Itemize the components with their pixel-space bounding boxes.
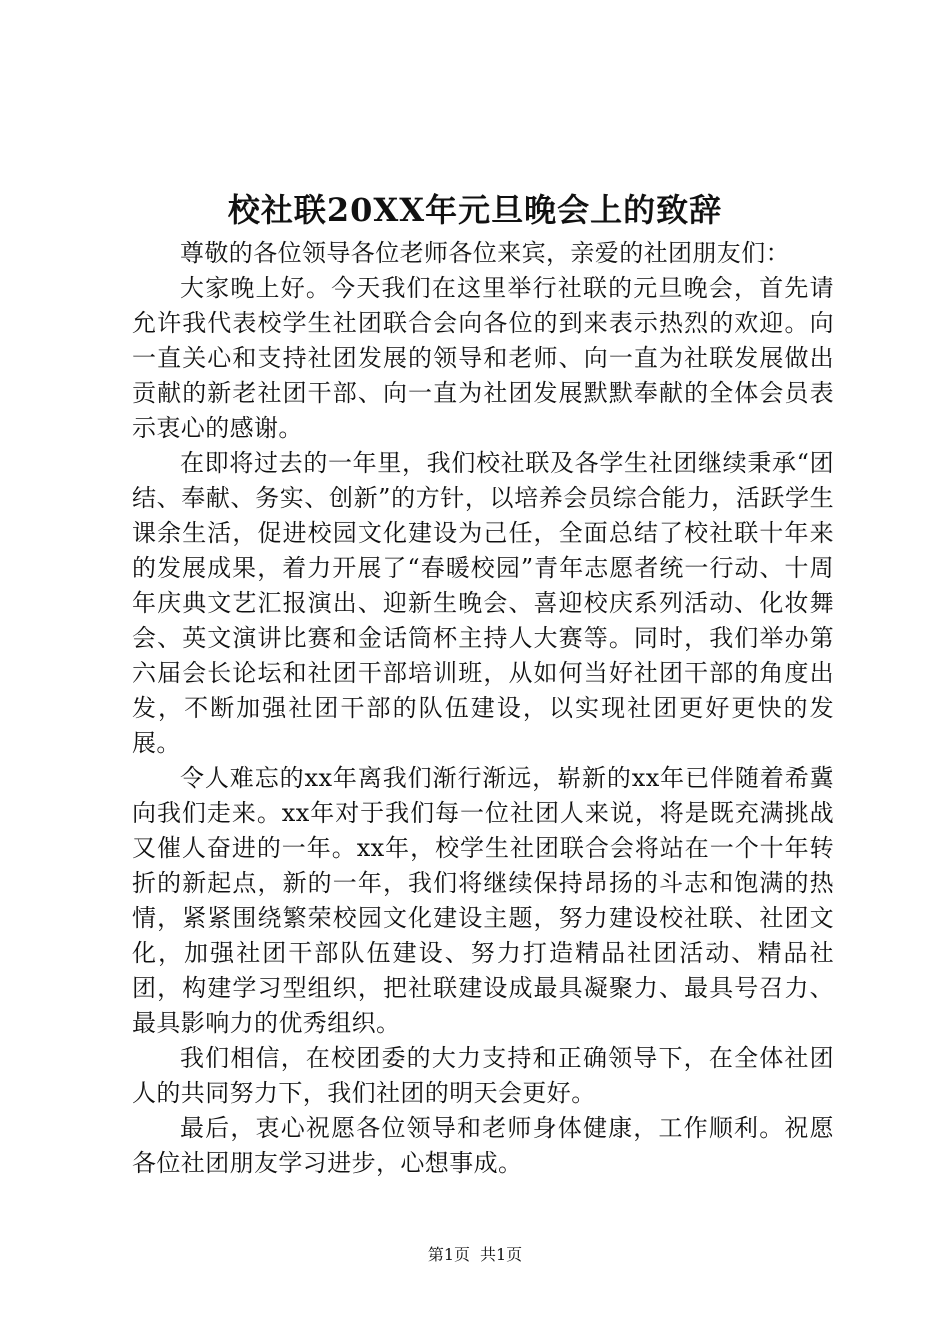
page-number-current: 第1页 xyxy=(427,1245,470,1264)
paragraph-belief: 我们相信，在校团委的大力支持和正确领导下，在全体社团人的共同努力下，我们社团的明天会更好。 xyxy=(132,1044,834,1107)
page-number-total: 共1页 xyxy=(480,1245,523,1264)
page-footer xyxy=(0,1243,950,1267)
document-title: 校社联20XX年元旦晚会上的致辞 xyxy=(227,191,723,229)
document-body xyxy=(132,236,834,1181)
paragraph-outlook: 令人难忘的xx年离我们渐行渐远，崭新的xx年已伴随着希冀向我们走来。xx年对于我们每一位社团人来说，将是既充满挑战又催人奋进的一年。xx年，校学生社团联合会将站在一个十年转折的新起点，新的一年，我们将继续保持昂扬的斗志和饱满的热情，紧紧围绕繁荣校园文化建设主题，努力建设校社联、社团文化，加强社团干部队伍建设、努力打造精品社团活动、精品社团，构建学习型组织，把社联建设成最具凝聚力、最具号召力、最具影响力的优秀组织。 xyxy=(132,764,834,1037)
paragraph-greeting: 大家晚上好。今天我们在这里举行社联的元旦晚会，首先请允许我代表校学生社团联合会向各位的到来表示热烈的欢迎。向一直关心和支持社团发展的领导和老师、向一直为社联发展做出贡献的新老社团干部、向一直为社团发展默默奉献的全体会员表示衷心的感谢。 xyxy=(132,274,834,442)
paragraph-salutation: 尊敬的各位领导各位老师各位来宾，亲爱的社团朋友们： xyxy=(180,239,790,267)
paragraph-review: 在即将过去的一年里，我们校社联及各学生社团继续秉承“团结、奉献、务实、创新”的方针，以培养会员综合能力，活跃学生课余生活，促进校园文化建设为己任，全面总结了校社联十年来的发展成果，着力开展了“春暖校园”青年志愿者统一行动、十周年庆典文艺汇报演出、迎新生晚会、喜迎校庆系列活动、化妆舞会、英文演讲比赛和金话筒杯主持人大赛等。同时，我们举办第六届会长论坛和社团干部培训班，从如何当好社团干部的角度出发，不断加强社团干部的队伍建设，以实现社团更好更快的发展。 xyxy=(132,449,834,757)
paragraph-closing: 最后，衷心祝愿各位领导和老师身体健康，工作顺利。祝愿各位社团朋友学习进步，心想事成。 xyxy=(132,1114,834,1177)
